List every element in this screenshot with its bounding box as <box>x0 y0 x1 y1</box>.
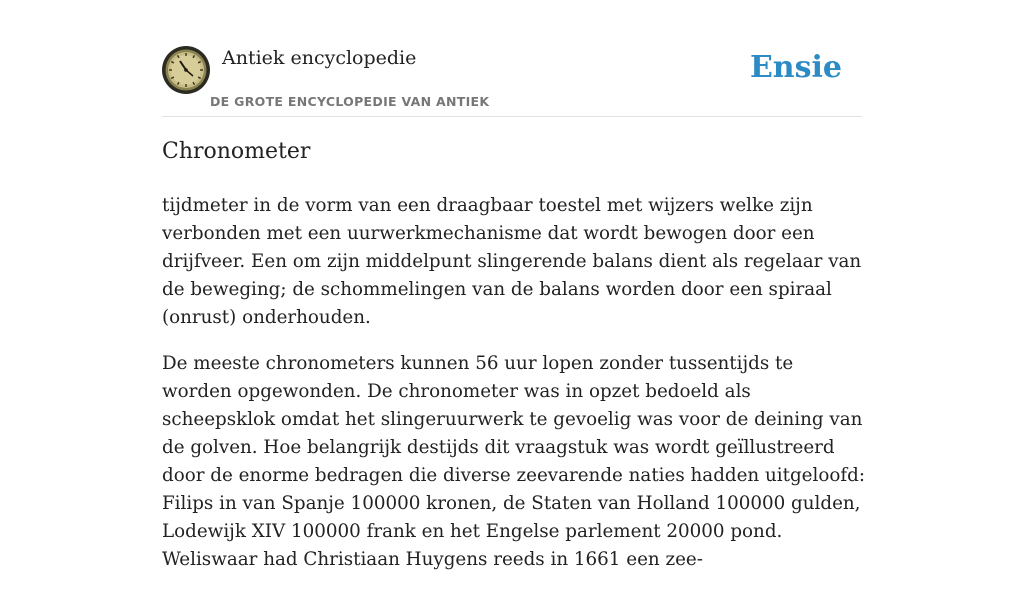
site-title[interactable]: Antiek encyclopedie <box>222 47 417 69</box>
clock-icon[interactable] <box>162 46 210 94</box>
brand-logo[interactable]: Ensie <box>749 50 842 85</box>
article-paragraph: tijdmeter in de vorm van een draagbaar toestel met wijzers welke zijn verbonden met een uurwerkmechanisme dat wordt bewogen door een drijfveer. Een om zijn middelpunt slingerende balans dient als regelaar van de beweging; de schommelingen van de balans worden door een spiraal (onrust) onderhouden. <box>162 195 862 328</box>
article-paragraph: De meeste chronometers kunnen 56 uur lopen zonder tussentijds te worden opgewonden. De chronometer was in opzet bedoeld als scheepsklok omdat het slingeruurwerk te gevoelig was voor de deining van de golven. Hoe belangrijk destijds dit vraagstuk was wordt geïllustreerd door de enorme bedragen die diverse zeevarende naties hadden uitgeloofd: Filips in van Spanje 100000 kronen, de Staten van Holland 100000 gulden, Lodewijk XIV 100000 frank en het Engelse parlement 20000 pond. Weliswaar had Christiaan Huygens reeds in 1661 een zee- <box>162 353 865 570</box>
site-header <box>162 46 862 117</box>
article-body <box>162 192 867 592</box>
site-subtitle: DE GROTE ENCYCLOPEDIE VAN ANTIEK <box>210 94 490 109</box>
page-title: Chronometer <box>162 139 311 164</box>
